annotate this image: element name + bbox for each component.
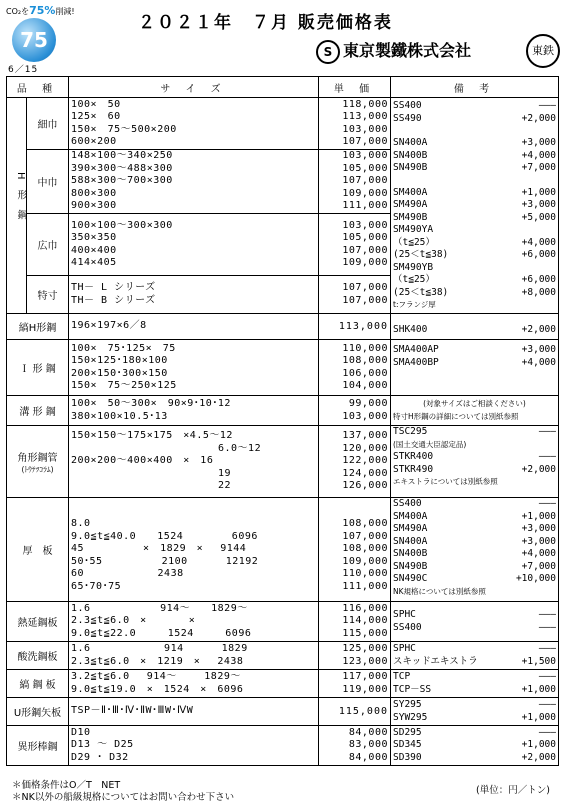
category-label: 厚 板	[7, 498, 69, 602]
table-row	[7, 426, 559, 498]
size-cell: 100× 50 125× 60 150× 75～500×200 600×200	[69, 98, 319, 150]
category-label: 縞 鋼 板	[7, 670, 69, 698]
header-notes: 備 考	[391, 77, 559, 98]
category-label: 酸洗鋼板	[7, 642, 69, 670]
price-cell: 116,000 114,000 115,000	[319, 602, 391, 642]
header-size: サ イ ズ	[69, 77, 319, 98]
globe-icon: 75	[12, 18, 56, 62]
size-cell: 1.6 914～ 1829～ 2.3≦t≦6.0 × × 9.0≦t≦22.0 1524 6096	[69, 602, 319, 642]
size-cell: D10 D13 ～ D25 D29 ･ D32	[69, 726, 319, 766]
price-cell: 113,000	[319, 314, 391, 340]
category-label: 異形棒鋼	[7, 726, 69, 766]
size-cell: 8.0 9.0≦t≦40.0 1524 6096 45 × 1829 × 9144 50･55 2100 12192 60 2438 65･70･75	[69, 498, 319, 602]
date-label: 6／15	[8, 65, 39, 75]
company-stamp-icon: 東鉄	[526, 34, 560, 68]
notes-cell: SY295 ――― SYW295 +1,000	[391, 698, 559, 726]
price-cell: 125,000 123,000	[319, 642, 391, 670]
size-cell: 3.2≦t≦6.0 914～ 1829～ 9.0≦t≦19.0 × 1524 × 6096	[69, 670, 319, 698]
header-price: 単 価	[319, 77, 391, 98]
notes-cell: TCP ――― TCP－SS +1,000	[391, 670, 559, 698]
price-cell: 115,000	[319, 698, 391, 726]
notes-cell: SMA400AP +3,000 SMA400BP +4,000	[391, 340, 559, 396]
table-row	[7, 396, 559, 426]
notes-cell: SS400 ――― SS490 +2,000 SN400A +3,000 SN400B +4,000 SN490B +7,000 SM400A +1,000 SM490A +3,000 SM490B +5,000 SM490YA （t≦25） +4,000 (25＜t≦38) +6,000 SM490YB （t≦25） +6,000 (25＜t≦38) +8,000 t:フランジ厚	[391, 98, 559, 314]
price-table	[6, 76, 559, 766]
footer-notes	[12, 780, 234, 804]
notes-cell: SPHC ――― SS400 ―――	[391, 602, 559, 642]
price-cell: 110,000 108,000 106,000 104,000	[319, 340, 391, 396]
notes-cell: SS400 ――― SM400A +1,000 SM490A +3,000 SN400A +3,000 SN400B +4,000 SN490B +7,000 SN490C +10,000 NK規格については別紙参照	[391, 498, 559, 602]
category-label: 縞H形鋼	[7, 314, 69, 340]
price-cell: 117,000 119,000	[319, 670, 391, 698]
price-cell: 103,000 105,000 107,000 109,000	[319, 214, 391, 276]
footer-nk-note: ＊NK以外の船級規格についてはお問い合わせ下さい	[12, 792, 235, 803]
co2-reduction-text: CO₂を75%削減!	[6, 4, 75, 17]
price-cell: 137,000 120,000 122,000 124,000 126,000	[319, 426, 391, 498]
table-row	[7, 314, 559, 340]
category-label: 熱延鋼板	[7, 602, 69, 642]
size-cell: 100× 75･125× 75 150×125･180×100 200×150･300×150 150× 75～250×125	[69, 340, 319, 396]
header-category: 品 種	[7, 77, 69, 98]
table-row	[7, 340, 559, 396]
size-cell: 100× 50～300× 90×9･10･12 380×100×10.5･13	[69, 396, 319, 426]
co2-logo	[4, 2, 75, 60]
size-cell: 150×150～175×175 ×4.5～12 6.0～12 200×200～400×400 × 16 19 22	[69, 426, 319, 498]
price-cell: 84,000 83,000 84,000	[319, 726, 391, 766]
subcategory-label: 広巾	[27, 214, 69, 276]
price-cell: 108,000 107,000 108,000 109,000 110,000 111,000	[319, 498, 391, 602]
size-cell: 148×100～340×250 390×300～488×300 588×300～700×300 800×300 900×300	[69, 150, 319, 214]
table-row	[7, 726, 559, 766]
category-label: Ｉ 形 鋼	[7, 340, 69, 396]
table-row	[7, 670, 559, 698]
channel-note-consult: (対象サイズはご相談ください)	[423, 399, 526, 408]
footer-price-terms: ＊価格条件はO／T NET	[12, 780, 121, 791]
category-label: 角形鋼管 (ﾄｳﾃﾂｺﾗﾑ)	[7, 426, 69, 498]
unit-label: (単位：円／トン)	[476, 785, 550, 796]
notes-cell: TSC295 ――― (国土交通大臣認定品) STKR400 ――― STKR490 +2,000 エキストラについては別紙参照	[391, 426, 559, 498]
subcategory-label: 細巾	[27, 98, 69, 150]
notes-cell: SD295 ――― SD345 +1,000 SD390 +2,000	[391, 726, 559, 766]
category-label: 溝 形 鋼	[7, 396, 69, 426]
page-title: ２０２１年 ７月 販売価格表	[138, 13, 393, 33]
table-row	[7, 642, 559, 670]
table-row	[7, 602, 559, 642]
subcategory-label: 中巾	[27, 150, 69, 214]
table-row	[7, 498, 559, 602]
company-logo-icon: S	[316, 40, 340, 64]
table-header-row	[7, 77, 559, 98]
category-label: U形鋼矢板	[7, 698, 69, 726]
notes-cell	[391, 396, 559, 426]
notes-cell: SHK400 +2,000	[391, 314, 559, 340]
size-cell: 196×197×6／8	[69, 314, 319, 340]
size-cell: TSP－Ⅱ･Ⅲ･Ⅳ･ⅡW･ⅢW･ⅣW	[69, 698, 319, 726]
company-name: S 東京製鐵株式会社	[316, 38, 471, 64]
table-row	[7, 98, 559, 150]
h-beam-group-label: H形鋼	[7, 98, 27, 314]
subcategory-label: 特寸	[27, 276, 69, 314]
table-row	[7, 698, 559, 726]
price-cell: 107,000 107,000	[319, 276, 391, 314]
price-cell: 99,000 103,000	[319, 396, 391, 426]
notes-cell: SPHC ――― スキッドエキストラ +1,500	[391, 642, 559, 670]
price-cell: 103,000 105,000 107,000 109,000 111,000	[319, 150, 391, 214]
channel-note-special: 特寸H形鋼の詳細については別紙参照	[393, 411, 519, 421]
size-cell: 100×100～300×300 350×350 400×400 414×405	[69, 214, 319, 276]
size-cell: 1.6 914 1829 2.3≦t≦6.0 × 1219 × 2438	[69, 642, 319, 670]
flange-note: t:フランジ厚	[393, 300, 436, 309]
size-cell: TH－ L シリーズ TH－ B シリーズ	[69, 276, 319, 314]
price-cell: 118,000 113,000 103,000 107,000	[319, 98, 391, 150]
